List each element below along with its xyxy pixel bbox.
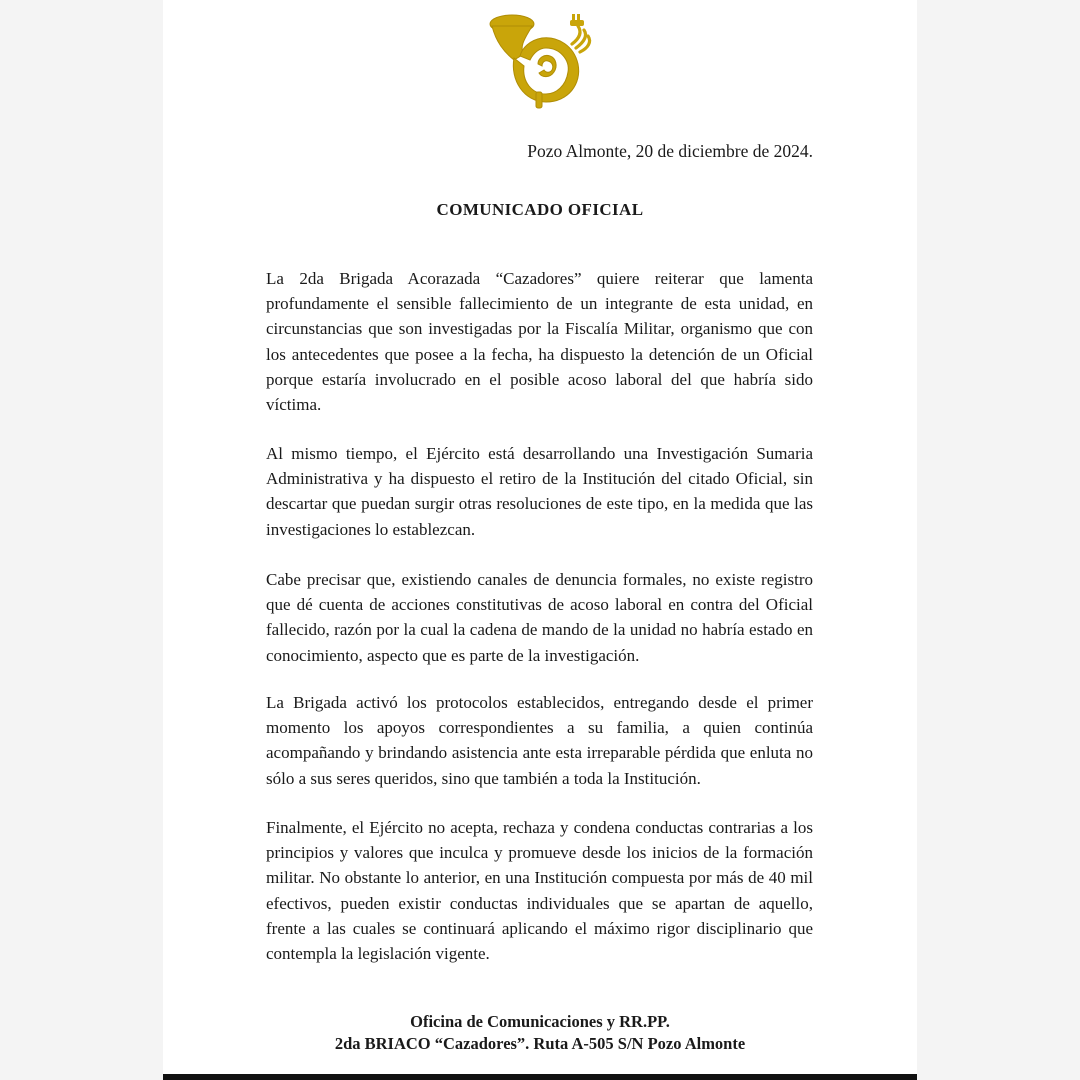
hunting-horn-icon — [484, 8, 594, 112]
paragraph-4: La Brigada activó los protocolos establecidos, entregando desde el primer momento los apoyos correspondientes a su familia, a quien continúa acompañando y brindando asistencia ante esta irreparable pérdida que enluta no sólo a sus seres queridos, sino que también a toda la Institución. — [266, 693, 813, 788]
signature-office: Oficina de Comunicaciones y RR.PP. — [410, 1012, 670, 1031]
bottom-divider — [163, 1074, 917, 1080]
page-title: COMUNICADO OFICIAL — [436, 200, 644, 219]
paragraph-1: La 2da Brigada Acorazada “Cazadores” quiere reiterar que lamenta profundamente el sensible fallecimiento de un integrante de esta unidad, en circunstancias que son investigadas por la Fiscalía Militar, organismo que con los antecedentes que posee a la fecha, ha dispuesto la detención de un Oficial porque estaría involucrado en el posible acoso laboral del que habría sido víctima. — [266, 269, 813, 415]
signature-address: 2da BRIACO “Cazadores”. Ruta A-505 S/N Pozo Almonte — [334, 1034, 746, 1053]
dateline: Pozo Almonte, 20 de diciembre de 2024. — [527, 141, 813, 161]
paragraph-2: Al mismo tiempo, el Ejército está desarrollando una Investigación Sumaria Administrativa y ha dispuesto el retiro de la Institución del citado Oficial, sin descartar que puedan surgir otras resoluciones de este tipo, en la medida que las investigaciones lo establezcan. — [266, 444, 813, 539]
paragraph-5: Finalmente, el Ejército no acepta, rechaza y condena conductas contrarias a los principios y valores que inculca y promueve desde los inicios de la formación militar. No obstante lo anterior, en una Institución compuesta por más de 40 mil efectivos, pueden existir conductas individuales que se apartan de aquello, frente a las cuales se continuará aplicando el máximo rigor disciplinario que contempla la legislación vigente. — [266, 818, 813, 964]
paragraph-3: Cabe precisar que, existiendo canales de denuncia formales, no existe registro que dé cuenta de acciones constitutivas de acoso laboral en contra del Oficial fallecido, razón por la cual la cadena de mando de la unidad no habría estado en conocimiento, aspecto que es parte de la investigación. — [266, 570, 813, 665]
